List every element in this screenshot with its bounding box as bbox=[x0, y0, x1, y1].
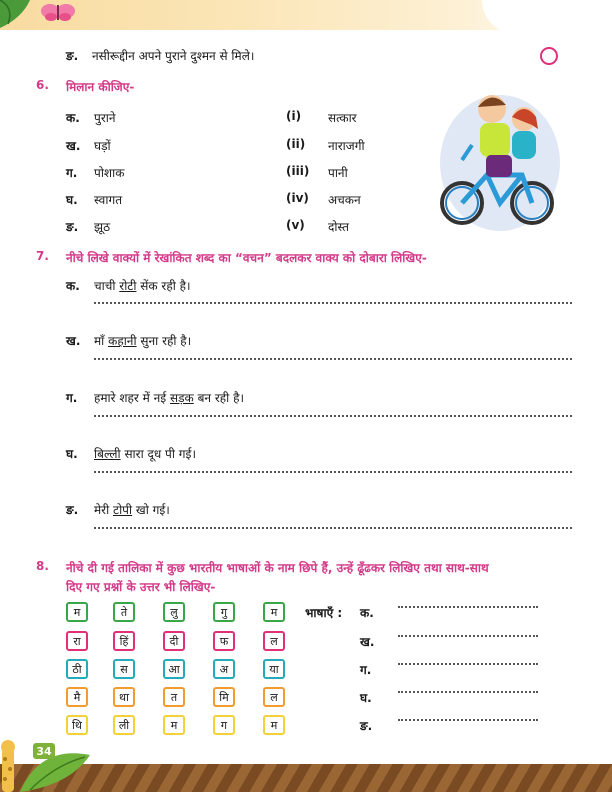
answer-label: ङ. bbox=[360, 719, 373, 733]
q6-number: 6. bbox=[36, 78, 49, 92]
q7-item-sentence: मेरी टोपी खो गई। bbox=[94, 503, 170, 517]
q6-right-text: नाराजगी bbox=[328, 139, 365, 153]
grid-cell: फ bbox=[213, 631, 235, 651]
circle-marker-icon bbox=[540, 47, 558, 65]
q6-right-label: (iii) bbox=[286, 164, 310, 178]
q8-title-line2: दिए गए प्रश्नों के उत्तर भी लिखिए- bbox=[66, 580, 216, 594]
q6-left-label: ख. bbox=[66, 139, 81, 153]
grid-cell: लु bbox=[163, 602, 185, 622]
grid-cell: म bbox=[66, 602, 88, 622]
q6-right-label: (iv) bbox=[286, 191, 309, 205]
grid-cell: आ bbox=[163, 659, 185, 679]
grid-cell: म bbox=[263, 602, 285, 622]
q7-item-label: घ. bbox=[66, 447, 78, 461]
leaf-icon bbox=[0, 0, 40, 30]
q6-title: मिलान कीजिए- bbox=[66, 80, 135, 94]
header-cloud bbox=[482, 0, 612, 34]
answer-label: ख. bbox=[360, 635, 375, 649]
answer-line[interactable] bbox=[398, 606, 538, 608]
q6-right-text: अचकन bbox=[328, 193, 361, 207]
q7-item-sentence: हमारे शहर में नई सड़क बन रही है। bbox=[94, 391, 245, 405]
q7-item-sentence: बिल्ली सारा दूध पी गई। bbox=[94, 447, 196, 461]
answer-label: घ. bbox=[360, 691, 372, 705]
grid-cell: ली bbox=[113, 715, 135, 735]
prev-item-label: ङ. bbox=[66, 49, 79, 63]
footer-band bbox=[0, 764, 612, 792]
answer-line[interactable] bbox=[94, 302, 572, 304]
q6-right-text: सत्कार bbox=[328, 111, 357, 125]
q6-right-label: (ii) bbox=[286, 137, 306, 151]
q6-left-text: झूठ bbox=[94, 220, 111, 234]
answer-line[interactable] bbox=[94, 527, 572, 529]
q6-left-label: ग. bbox=[66, 166, 78, 180]
grid-cell: म bbox=[163, 715, 185, 735]
grid-cell: था bbox=[113, 687, 135, 707]
q6-right-label: (v) bbox=[286, 218, 305, 232]
q7-item-label: ङ. bbox=[66, 503, 79, 517]
grid-cell: त bbox=[163, 687, 185, 707]
q6-right-label: (i) bbox=[286, 109, 302, 123]
q8-number: 8. bbox=[36, 559, 49, 573]
q6-left-text: पुराने bbox=[94, 111, 116, 125]
page-number: 34 bbox=[33, 743, 55, 759]
grid-cell: ते bbox=[113, 602, 135, 622]
q8-title-line1: नीचे दी गई तालिका में कुछ भारतीय भाषाओं के नाम छिपे हैं, उन्हें ढूँढकर लिखिए तथा साथ-साथ bbox=[66, 561, 489, 575]
grid-cell: म bbox=[263, 715, 285, 735]
underlined-word: बिल्ली bbox=[94, 447, 121, 461]
grid-cell: दी bbox=[163, 631, 185, 651]
answer-label: क. bbox=[360, 606, 374, 620]
q7-item-label: ख. bbox=[66, 334, 81, 348]
prev-item-text: नसीरूद्दीन अपने पुराने दुश्मन से मिले। bbox=[92, 49, 255, 63]
q6-right-text: पानी bbox=[328, 166, 348, 180]
q6-right-text: दोस्त bbox=[328, 220, 349, 234]
underlined-word: रोटी bbox=[119, 279, 137, 293]
answer-line[interactable] bbox=[398, 719, 538, 721]
q7-item-sentence: चाची रोटी सेंक रही है। bbox=[94, 279, 191, 293]
q6-left-label: क. bbox=[66, 111, 80, 125]
answer-line[interactable] bbox=[94, 471, 572, 473]
grid-cell: ल bbox=[263, 631, 285, 651]
grid-cell: ल bbox=[263, 687, 285, 707]
q7-title: नीचे लिखे वाक्यों में रेखांकित शब्द का “वचन” बदलकर वाक्य को दोबारा लिखिए- bbox=[66, 251, 427, 265]
answer-line[interactable] bbox=[94, 358, 572, 360]
answers-label: भाषाएँ : bbox=[305, 606, 343, 620]
answer-line[interactable] bbox=[398, 691, 538, 693]
grid-cell: मि bbox=[213, 687, 235, 707]
butterfly-icon bbox=[40, 2, 76, 22]
grid-cell: थि bbox=[66, 715, 88, 735]
answer-line[interactable] bbox=[94, 415, 572, 417]
answer-line[interactable] bbox=[398, 663, 538, 665]
q6-left-label: घ. bbox=[66, 193, 78, 207]
grid-cell: हिं bbox=[113, 631, 135, 651]
underlined-word: टोपी bbox=[113, 503, 133, 517]
grid-cell: स bbox=[113, 659, 135, 679]
q7-item-sentence: माँ कहानी सुना रही है। bbox=[94, 334, 192, 348]
q7-number: 7. bbox=[36, 249, 49, 263]
q7-item-label: ग. bbox=[66, 391, 78, 405]
grid-cell: गु bbox=[213, 602, 235, 622]
answer-label: ग. bbox=[360, 663, 372, 677]
q6-left-text: पोशाक bbox=[94, 166, 125, 180]
underlined-word: कहानी bbox=[108, 334, 137, 348]
grid-cell: ठी bbox=[66, 659, 88, 679]
q6-left-text: स्वागत bbox=[94, 193, 123, 207]
q6-left-text: घड़ों bbox=[94, 139, 111, 153]
kids-bicycle-illustration bbox=[432, 85, 562, 235]
grid-cell: मै bbox=[66, 687, 88, 707]
answer-line[interactable] bbox=[398, 635, 538, 637]
q7-item-label: क. bbox=[66, 279, 80, 293]
underlined-word: सड़क bbox=[170, 391, 194, 405]
grid-cell: रा bbox=[66, 631, 88, 651]
grid-cell: अ bbox=[213, 659, 235, 679]
grid-cell: या bbox=[263, 659, 285, 679]
q6-left-label: ङ. bbox=[66, 220, 79, 234]
grid-cell: ग bbox=[213, 715, 235, 735]
